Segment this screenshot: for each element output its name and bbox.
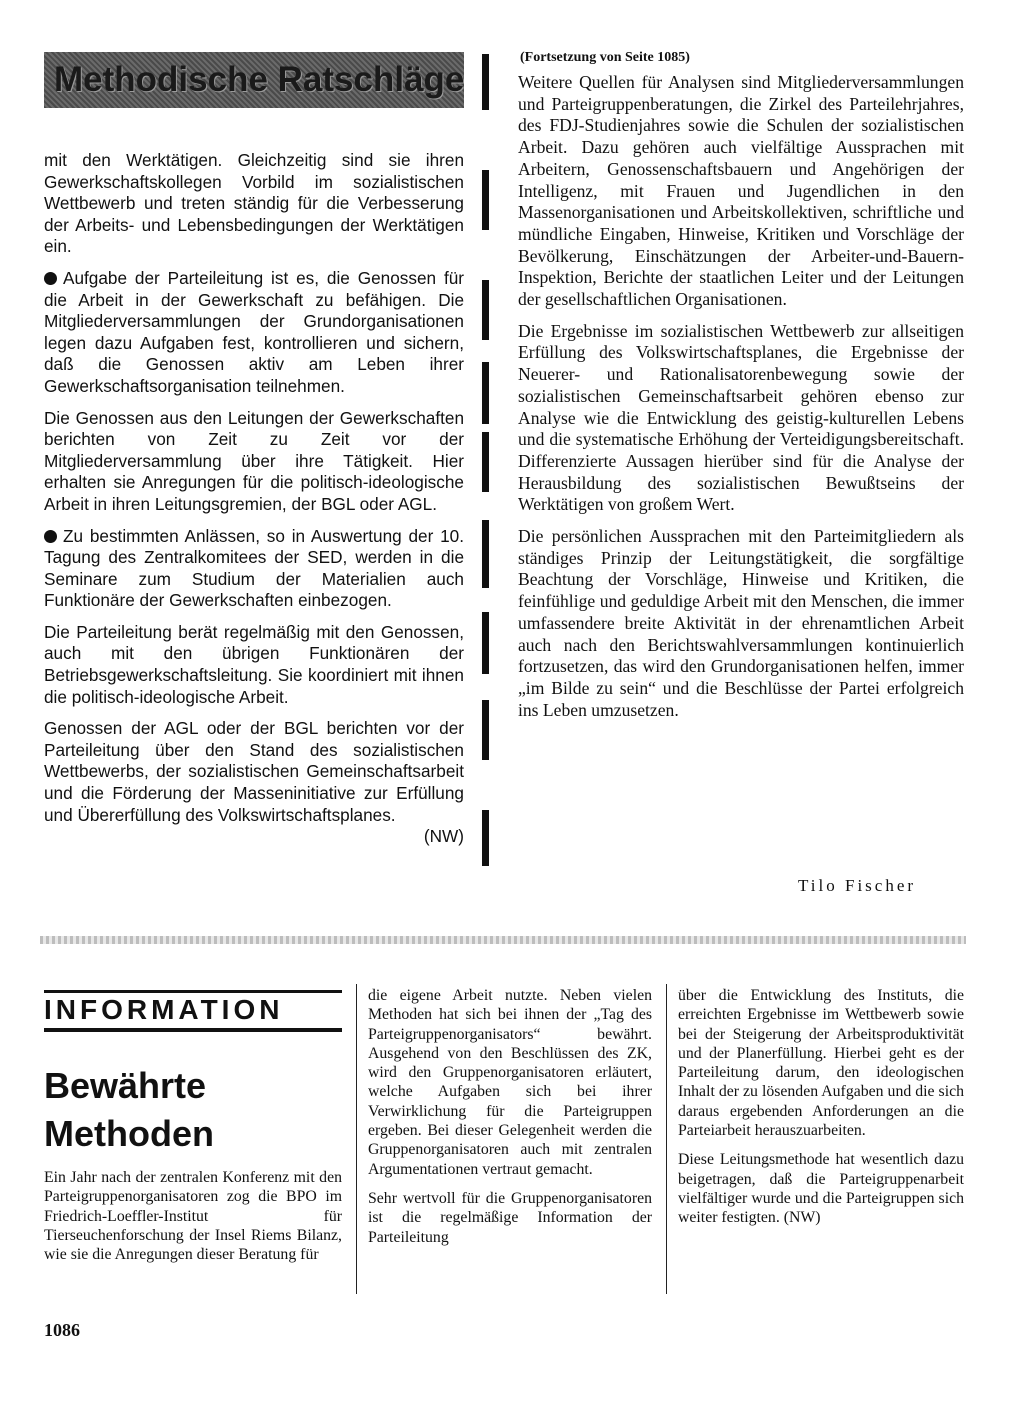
info-column-3	[678, 986, 964, 1228]
page-number: 1086	[44, 1320, 80, 1340]
column-rule	[666, 984, 667, 1294]
paragraph: Weitere Quellen für Analysen sind Mitgliederversammlungen und Parteigruppenberatungen, die Zirkel des Parteilehrjahres, des FDJ-Studienjahres sowie die Schulen der sozialistischen Arbeit. Dazu gehören auch vielfältige Aussprachen mit Arbeitern, Genossenschaftsbauern und Angehörigen der Intelligenz, mit Frauen und Jugendlichen in den Massenorganisationen und Arbeitskollektiven, schriftliche und mündliche Eingaben, Hinweise, Kritiken und Vorschläge der Bevölkerung, Einschätzungen der Arbeiter-und-Bauern-Inspektion, Berichte der staatlichen Leiter und der Leitungen der gesellschaftlichen Organisationen.	[518, 72, 964, 310]
paragraph: die eigene Arbeit nutzte. Neben vielen Methoden hat sich bei ihnen der „Tag des Parteigruppenorganisators“ bewährt. Ausgehend von den Beschlüssen des ZK, wird den Gruppenorganisatoren erläutert, welche Aufgaben sich bei ihrer Verwirklichung für die Parteigruppen ergeben. Bei dieser Gelegenheit werden die Gruppenorganisatoren auch mit zentralen Argumentationen vertraut gemacht.	[368, 987, 652, 1178]
info-column-1	[44, 1168, 342, 1264]
signature: (NW)	[423, 826, 464, 847]
column-divider-bar	[482, 170, 489, 230]
article-title-line: Bewährte	[44, 1065, 207, 1106]
paragraph: Die Genossen aus den Leitungen der Gewerkschaften berichten von Zeit zu Zeit vor der Mitgliederversammlung über ihre Tätigkeit. Hier erhalten sie Anregungen für die politisch-ideologische Arbeit in ihren Leitungsgremien, der BGL oder AGL.	[44, 407, 464, 514]
signature: (NW)	[783, 1209, 821, 1227]
section-separator	[40, 936, 966, 944]
bullet-paragraph: Zu bestimmten Anlässen, so in Auswertung der 10. Tagung des Zentralkomitees der SED, werden in die Seminare zum Studium der Materialien auch Funktionäre der Gewerkschaften einbezogen.	[44, 525, 464, 611]
column-divider-bar	[482, 612, 489, 674]
column-divider-bar	[482, 810, 489, 866]
column-divider-bar	[482, 362, 489, 424]
article-title-line: Methoden	[44, 1113, 214, 1154]
paragraph: Die Parteileitung berät regelmäßig mit den Genossen, auch mit den übrigen Funktionären der Betriebsgewerkschaftsleitung. Sie koordiniert mit ihnen die politisch-ideologische Arbeit.	[44, 621, 464, 707]
column-divider-bar	[482, 700, 489, 760]
column-divider-bar	[482, 432, 489, 492]
paragraph: über die Entwicklung des Instituts, die erreichten Ergebnisse im Wettbewerb sowie bei der Steigerung der Arbeitsproduktivität und der Planerfüllung. Hierbei geht es der Parteileitung darum, den ideologischen Inhalt der zu lösenden Aufgaben und die sich daraus ergebenden Anforderungen an die Parteiarbeit herauszuarbeiten.	[678, 987, 964, 1140]
section-banner: Methodische Ratschläge	[44, 52, 464, 108]
paragraph: mit den Werktätigen. Gleichzeitig sind sie ihren Gewerkschaftskollegen Vorbild im sozialistischen Wettbewerb und treten ständig für die Verbesserung der Arbeits- und Lebensbedingungen der Werktätigen ein.	[44, 150, 464, 257]
author-name: Tilo Fischer	[798, 876, 917, 895]
column-divider-bar	[482, 280, 489, 340]
paragraph: Diese Leitungsmethode hat wesentlich dazu beigetragen, daß die Parteigruppenarbeit vielfältiger wurde und die Parteigruppen sich weiter festigten. (NW)	[678, 1151, 964, 1227]
paragraph: Die persönlichen Aussprachen mit den Parteimitgliedern als ständiges Prinzip der Leitungstätigkeit, die sorgfältige Beachtung der Vorschläge, Hinweise und Kritiken, die feinfühlige und geduldige Arbeit mit den Menschen, die immer umfassendere breite Aktivität in der ehrenamtlichen Arbeit auch nach den Berichtswahlversammlungen kontinuierlich fortzusetzen, das wird den Grundorganisationen helfen, immer „im Bilde zu sein“ und die Beschlüsse der Partei erfolgreich ins Leben umzusetzen.	[518, 526, 964, 720]
right-column	[518, 72, 964, 731]
info-column-2	[368, 986, 652, 1247]
bullet-dot-icon	[44, 530, 57, 543]
continuation-note: (Fortsetzung von Seite 1085)	[520, 50, 690, 65]
paragraph: Ein Jahr nach der zentralen Konferenz mit den Parteigruppenorganisatoren zog die BPO im Friedrich-Loeffler-Institut für Tierseuchenforschung der Insel Riems Bilanz, wie sie die Anregungen dieser Beratung für	[44, 1169, 342, 1264]
info-rule-bottom	[44, 1028, 342, 1032]
column-divider-bar	[482, 54, 489, 110]
info-rule-top	[44, 990, 342, 993]
paragraph: Sehr wertvoll für die Gruppenorganisatoren ist die regelmäßige Information der Parteileitung	[368, 1189, 652, 1246]
column-rule	[356, 984, 357, 1294]
bullet-paragraph: Aufgabe der Parteileitung ist es, die Genossen für die Arbeit in der Gewerkschaft zu befähigen. Die Mitgliederversammlungen der Grundorganisationen legen dazu Aufgaben fest, kontrollieren und sichern, daß die Genossen aktiv am Leben ihrer Gewerkschaftsorganisation teilnehmen.	[44, 267, 464, 396]
left-column	[44, 150, 464, 848]
column-divider-bar	[482, 520, 489, 588]
paragraph: Genossen der AGL oder der BGL berichten vor der Parteileitung über den Stand des sozialistischen Wettbewerbs, der sozialistischen Gemeinschaftsarbeit und die Förderung der Masseninitiative zur Erfüllung und Übererfüllung des Volkswirtschaftsplanes.	[44, 718, 464, 825]
paragraph: Die Ergebnisse im sozialistischen Wettbewerb zur allseitigen Erfüllung des Volkswirtschaftsplanes, die Ergebnisse der Neuerer- und Rationalisatorenbewegung sowie der sozialistischen Gemeinschaftsarbeit gehören ebenso zur Analyse wie die Entwicklung des geistig-kulturellen Lebens und die systematische Erhöhung der Verteidigungsbereitschaft. Differenzierte Aussagen hierüber sind für die Analyse der Herausbildung des sozialistischen Bewußtseins der Werktätigen von großem Wert.	[518, 320, 964, 515]
article-title	[44, 1062, 344, 1158]
information-label: INFORMATION	[44, 994, 284, 1025]
bullet-dot-icon	[44, 272, 57, 285]
